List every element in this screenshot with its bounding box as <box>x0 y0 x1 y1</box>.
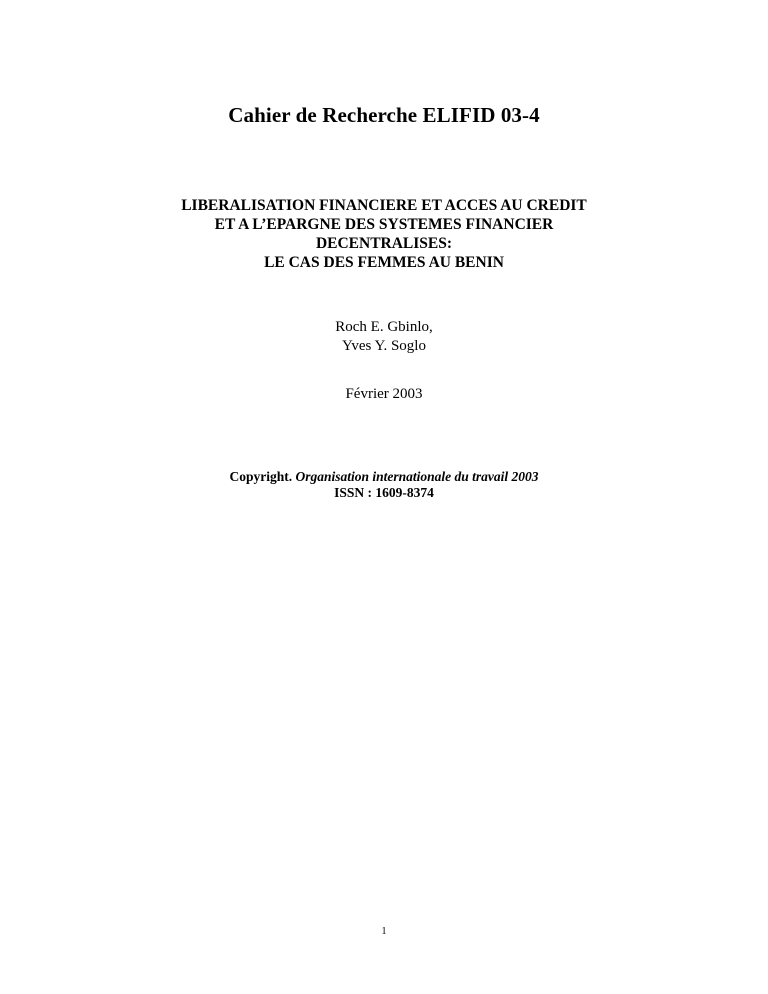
author-name: Yves Y. Soglo <box>342 338 426 354</box>
title-line: LE CAS DES FEMMES AU BENIN <box>264 254 504 271</box>
title-line: LIBERALISATION FINANCIERE ET ACCES AU CREDIT <box>181 197 587 214</box>
page-number: 1 <box>381 926 387 937</box>
series-title: Cahier de Recherche ELIFID 03-4 <box>228 103 540 127</box>
copyright-label: Copyright. <box>229 469 293 484</box>
issn: ISSN : 1609-8374 <box>334 485 434 500</box>
title-line: ET A L’EPARGNE DES SYSTEMES FINANCIER <box>214 216 554 233</box>
authors <box>0 318 768 356</box>
copyright-notice <box>0 468 768 485</box>
copyright-organization: Organisation internationale du travail 2003 <box>295 469 539 484</box>
author-name: Roch E. Gbinlo, <box>335 319 433 335</box>
document-title <box>0 196 768 272</box>
title-line: DECENTRALISES: <box>315 235 453 252</box>
publication-date: Février 2003 <box>345 386 423 402</box>
